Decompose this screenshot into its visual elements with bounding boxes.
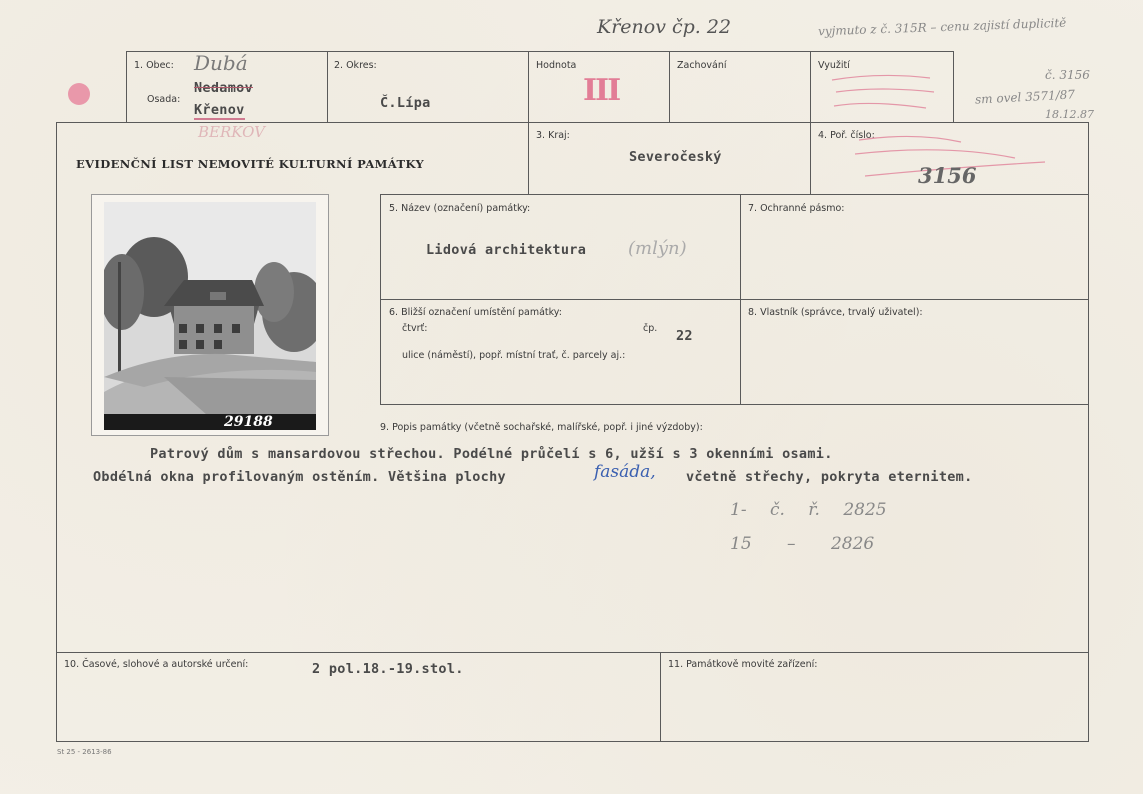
handwritten-row-2: 15 – 2826: [730, 534, 875, 554]
por-cislo-label: 4. Poř. číslo:: [818, 130, 875, 141]
okres-label: 2. Okres:: [334, 60, 377, 71]
por-cislo-value: 3156: [918, 163, 977, 188]
popis-handwritten: fasáda,: [594, 462, 656, 482]
house-photo-image: [104, 202, 316, 430]
casove-value: 2 pol.18.-19.stol.: [312, 661, 464, 677]
blizsi-label: 6. Bližší označení umístění památky:: [389, 307, 562, 318]
handwritten-ref3: 18.12.87: [1045, 108, 1094, 121]
handwritten-ref2: sm ovel 3571/87: [974, 87, 1076, 107]
zachovani-label: Zachování: [677, 60, 727, 71]
nazev-label: 5. Název (označení) památky:: [389, 203, 531, 214]
popis-line-2b: včetně střechy, pokryta eternitem.: [686, 469, 973, 485]
photo-number: 29188: [224, 414, 273, 430]
okres-value: Č.Lípa: [380, 95, 431, 111]
photo-frame: [91, 194, 329, 436]
handwritten-ref1: č. 3156: [1045, 68, 1090, 82]
vyuziti-label: Využití: [818, 60, 850, 71]
osada-value-1: Nedamov: [194, 80, 253, 96]
popis-line-2a: Obdélná okna profilovaným ostěním. Většina plochy: [93, 469, 506, 485]
movite-label: 11. Památkově movité zařízení:: [668, 659, 818, 670]
ochranne-label: 7. Ochranné pásmo:: [748, 203, 845, 214]
nazev-value: Lidová architektura: [426, 242, 587, 258]
ctvrt-label: čtvrť:: [402, 323, 428, 334]
handwritten-row-1: 1- č. ř. 2825: [730, 500, 887, 520]
document-title: EVIDENČNÍ LIST NEMOVITÉ KULTURNÍ PAMÁTKY: [76, 157, 425, 171]
popis-label: 9. Popis památky (včetně sochařské, malířské, popř. i jiné výzdoby):: [380, 422, 703, 433]
obec-label: 1. Obec:: [134, 60, 174, 71]
cp-value: 22: [676, 328, 693, 344]
monument-photo: [104, 202, 316, 430]
pink-stamp: [68, 83, 90, 105]
hodnota-label: Hodnota: [536, 60, 577, 71]
hodnota-value: III: [583, 73, 620, 108]
obec-value: Dubá: [194, 51, 248, 75]
popis-line-1: Patrový dům s mansardovou střechou. Podélné průčelí s 6, užší s 3 okenními osami.: [150, 446, 833, 462]
handwritten-note: vyjmuto z č. 315R – cenu zajistí duplicitě: [817, 15, 1067, 39]
osada-value-2: Křenov: [194, 102, 245, 118]
kraj-value: Severočeský: [629, 149, 722, 165]
vlastnik-label: 8. Vlastník (správce, trvalý uživatel):: [748, 307, 923, 318]
cp-label: čp.: [643, 323, 658, 334]
casove-label: 10. Časové, slohové a autorské určení:: [64, 659, 249, 670]
kraj-label: 3. Kraj:: [536, 130, 570, 141]
osada-label: Osada:: [147, 94, 181, 105]
ulice-label: ulice (náměstí), popř. místní trať, č. parcely aj.:: [402, 350, 626, 361]
nazev-handwritten: (mlýn): [628, 238, 687, 259]
vyuziti-scribble: [830, 72, 940, 116]
footer-code: St 25 - 2613-86: [57, 748, 112, 756]
osada-handwritten: BERKOV: [198, 123, 265, 141]
handwritten-address: Křenov čp. 22: [597, 16, 732, 38]
